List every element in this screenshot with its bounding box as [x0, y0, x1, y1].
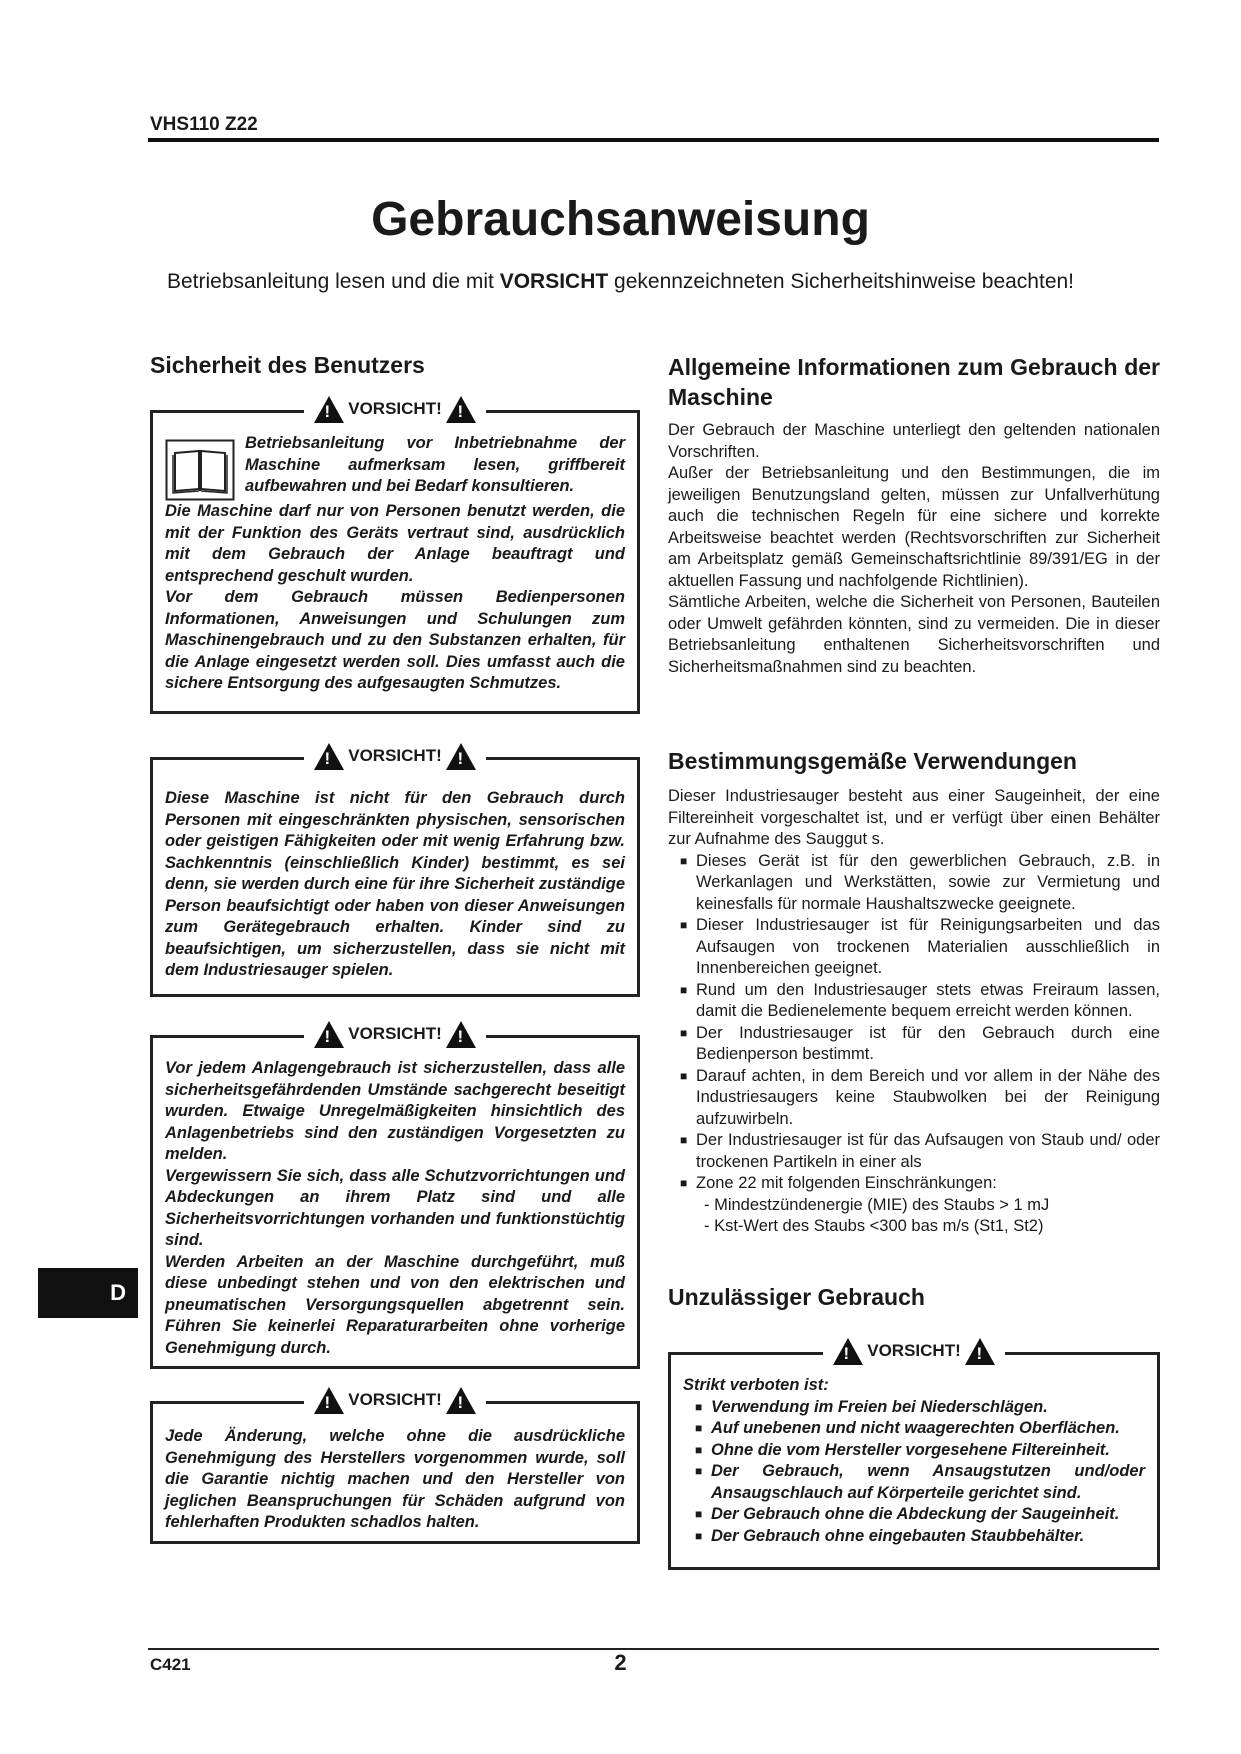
warning-text	[153, 1038, 637, 1359]
warning-box-2	[150, 745, 640, 997]
list-item: ■ Zone 22 mit folgenden Einschränkungen:	[668, 1173, 1160, 1195]
warning-paragraph: Betriebsanleitung vor Inbetriebnahme der Maschine aufmerksam lesen, griffbereit aufbewahren und bei Bedarf konsultieren.	[245, 434, 625, 495]
warning-box-3	[150, 1023, 640, 1369]
page-number: 2	[614, 1650, 627, 1675]
restriction-list	[668, 1195, 1160, 1238]
intended-use-list	[668, 851, 1160, 1195]
section-heading-intended-use: Bestimmungsgemäße Verwendungen	[668, 748, 1077, 774]
list-item: ■ Auf unebenen und nicht waagerechten Oberflächen.	[683, 1418, 1145, 1440]
warning-text	[153, 1404, 637, 1534]
list-item: ■ Verwendung im Freien bei Niederschlägen.	[683, 1397, 1145, 1419]
paragraph: Der Gebrauch der Maschine unterliegt den geltenden nationalen Vorschriften.	[668, 421, 1160, 461]
warning-triangle-icon	[314, 743, 344, 770]
warning-label: VORSICHT!	[348, 745, 442, 765]
header-rule	[148, 138, 1159, 142]
document-code: C421	[150, 1655, 191, 1674]
warning-paragraph: Vor dem Gebrauch müssen Bedienpersonen Informationen, Anweisungen und Schulungen zum Maschinengebrauch und zu den Substanzen erhalten, für die Anlage eingesetzt werden soll. Dies umfasst auch die sichere Entsorgung des aufgesaugten Schmutzes.	[165, 588, 625, 692]
section-heading-general: Allgemeine Informationen zum Gebrauch der Maschine	[668, 354, 1160, 410]
list-item: ■ Dieses Gerät ist für den gewerblichen Gebrauch, z.B. in Werkanlagen und Werkstätten, sowie zur Vermietung und keinesfalls für normale Haushaltszwecke geeignete.	[668, 851, 1160, 916]
warning-triangle-icon	[833, 1338, 863, 1365]
warning-paragraph: Vergewissern Sie sich, dass alle Schutzvorrichtungen und Abdeckungen an ihrem Platz sind und alle Sicherheitsvorrichtungen vorhanden und funktionstüchtig sind.	[165, 1166, 625, 1249]
warning-text	[153, 413, 637, 695]
warning-paragraph: Vor jedem Anlagengebrauch ist sicherzustellen, dass alle sicherheitsgefährdenden Umstände sachgerecht beseitigt wurden. Etwaige Unregelmäßigkeiten hinsichtlich des Anlagenbetriebs sind den zuständigen Vorgesetzten zu melden.	[165, 1059, 625, 1163]
warning-label: VORSICHT!	[348, 398, 442, 418]
list-item: ■ Der Gebrauch, wenn Ansaugstutzen und/oder Ansaugschlauch auf Körperteile gerichtet sind.	[683, 1461, 1145, 1504]
language-tab	[38, 1268, 138, 1318]
warning-triangle-icon	[446, 1387, 476, 1414]
list-item: ■ Darauf achten, in dem Bereich und vor allem in der Nähe des Industriesaugers keine Staubwolken bei der Reinigung aufzuwirbeln.	[668, 1066, 1160, 1131]
list-item: ■ Der Industriesauger ist für den Gebrauch durch eine Bedienperson bestimmt.	[668, 1023, 1160, 1066]
prohibited-list	[683, 1397, 1145, 1548]
warning-header	[153, 396, 637, 423]
warning-header	[153, 743, 637, 770]
warning-paragraph: Werden Arbeiten an der Maschine durchgeführt, muß diese unbedingt stehen und von den elektrischen und pneumatischen Versorgungsquellen abgetrennt sein. Führen Sie keinerlei Reparaturarbeiten ohne vorherige Genehmigung durch.	[165, 1252, 625, 1357]
intended-use-text	[668, 786, 1160, 1238]
warning-header	[153, 1021, 637, 1048]
list-item: - Kst-Wert des Staubs <300 bas m/s (St1, St2)	[704, 1217, 1044, 1235]
section-heading-improper-use: Unzulässiger Gebrauch	[668, 1284, 925, 1310]
warning-triangle-icon	[446, 743, 476, 770]
warning-triangle-icon	[314, 1387, 344, 1414]
list-item: ■ Der Industriesauger ist für das Aufsaugen von Staub und/ oder trockenen Partikeln in einer als	[668, 1130, 1160, 1173]
warning-label: VORSICHT!	[348, 1389, 442, 1409]
warning-box-4	[150, 1389, 640, 1544]
section-heading-safety: Sicherheit des Benutzers	[150, 352, 425, 378]
warning-text	[153, 760, 637, 982]
warning-label: VORSICHT!	[867, 1340, 961, 1360]
language-tab-label: D	[110, 1280, 126, 1305]
warning-box-prohibited	[668, 1340, 1160, 1570]
warning-paragraph: Jede Änderung, welche ohne die ausdrückliche Genehmigung des Herstellers vorgenommen wurde, soll die Garantie nichtig machen und den Hersteller von jeglichen Beanspruchungen für Schäden aufgrund von fehlerhaften Produkten schadlos halten.	[165, 1427, 625, 1531]
list-item: ■ Ohne die vom Hersteller vorgesehene Filtereinheit.	[683, 1440, 1145, 1462]
warning-paragraph: Die Maschine darf nur von Personen benutzt werden, die mit der Funktion des Geräts vertraut sind, ausdrücklich mit dem Gebrauch der Anlage beauftragt und entsprechend geschult wurden.	[165, 502, 625, 585]
warning-triangle-icon	[965, 1338, 995, 1365]
book-manual-icon	[165, 439, 235, 501]
paragraph: Dieser Industriesauger besteht aus einer Saugeinheit, der eine Filtereinheit vorgeschaltet ist, und er verfügt über einen Behälter zur Aufnahme des Sauggut s.	[668, 787, 1160, 848]
general-info-text	[668, 420, 1160, 678]
warning-triangle-icon	[314, 396, 344, 423]
list-item: - Mindestzündenergie (MIE) des Staubs > 1 mJ	[704, 1195, 1050, 1214]
warning-header	[671, 1338, 1157, 1365]
warning-box-1	[150, 398, 640, 714]
subtitle-bold: VORSICHT	[499, 270, 609, 293]
list-item: ■ Dieser Industriesauger ist für Reinigungsarbeiten und das Aufsaugen von trockenen Materialien ausschließlich in Innenbereichen geeignet.	[668, 915, 1160, 980]
warning-triangle-icon	[446, 1021, 476, 1048]
warning-header	[153, 1387, 637, 1414]
list-item: ■ Rund um den Industriesauger stets etwas Freiraum lassen, damit die Bedienelemente bequem erreicht werden können.	[668, 980, 1160, 1023]
page-title: Gebrauchsanweisung	[371, 193, 870, 246]
paragraph: Sämtliche Arbeiten, welche die Sicherheit von Personen, Bauteilen oder Umwelt gefährden könnten, sind zu vermeiden. Die in dieser Betriebsanleitung enthaltenen Sicherheitsvorschriften und Sicherheitsmaßnahmen sind zu beachten.	[668, 593, 1160, 676]
model-code: VHS110 Z22	[150, 114, 258, 135]
page-subtitle	[0, 270, 1241, 294]
subtitle-pre: Betriebsanleitung lesen und die mit	[166, 270, 500, 293]
warning-paragraph: Strikt verboten ist:	[683, 1376, 829, 1394]
paragraph: Außer der Betriebsanleitung und den Bestimmungen, die im jeweiligen Benutzungsland gelten, müssen zur Unfallverhütung auch die technischen Regeln für eine sichere und korrekte Arbeitsweise beachtet werden (Rechtsvorschriften zur Sicherheit am Arbeitsplatz gemäß Gemeinschaftsrichtlinie 89/391/EG in der aktuellen Fassung und nachfolgende Richtlinien).	[668, 464, 1160, 590]
warning-paragraph: Diese Maschine ist nicht für den Gebrauch durch Personen mit eingeschränkten physischen, sensorischen oder geistigen Fähigkeiten oder mit wenig Erfahrung bzw. Sachkenntnis (einschließlich Kinder) bestimmt, es sei denn, sie werden durch eine für ihre Sicherheit zuständige Person beaufsichtigt oder haben von dieser Anweisungen zum Gerätegebrauch erhalten. Kinder sind zu beaufsichtigen, um sicherzustellen, dass sie nicht mit dem Industriesauger spielen.	[165, 789, 625, 979]
list-item: ■ Der Gebrauch ohne eingebauten Staubbehälter.	[683, 1526, 1145, 1548]
warning-triangle-icon	[446, 396, 476, 423]
warning-label: VORSICHT!	[348, 1023, 442, 1043]
list-item: ■ Der Gebrauch ohne die Abdeckung der Saugeinheit.	[683, 1504, 1145, 1526]
warning-triangle-icon	[314, 1021, 344, 1048]
warning-text	[671, 1355, 1157, 1547]
subtitle-post: gekennzeichneten Sicherheitshinweise beachten!	[608, 270, 1075, 293]
